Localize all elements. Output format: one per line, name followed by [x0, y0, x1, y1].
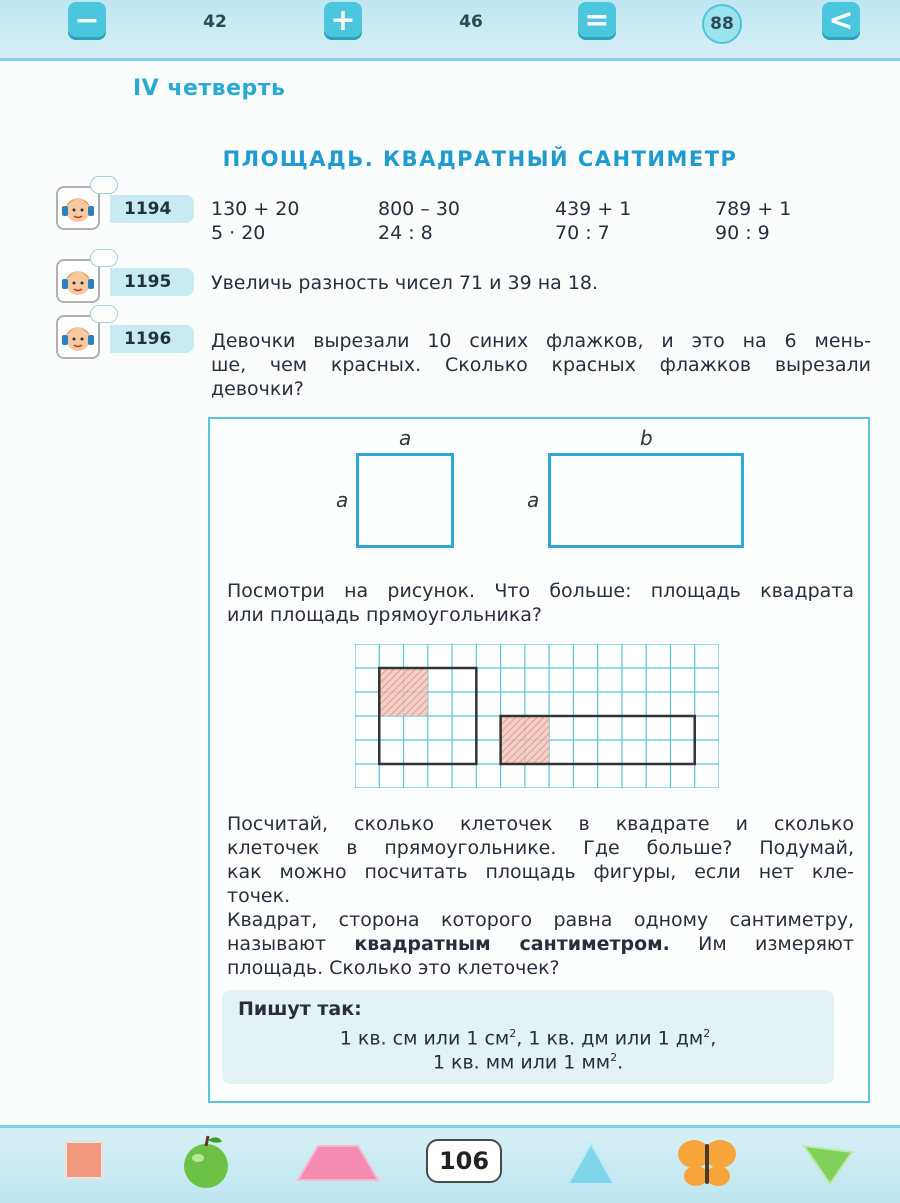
notation-line-2 — [222, 1046, 834, 1074]
notation-part: . — [617, 1051, 624, 1074]
number-badge-46: 46 — [442, 2, 500, 42]
thought-cloud-icon — [90, 305, 118, 323]
notation-title: Пишут так: — [238, 998, 362, 1020]
green-triangle-icon — [800, 1142, 856, 1186]
definition-line — [227, 932, 854, 956]
rectangle-side-label-top: b — [640, 426, 653, 450]
superscript: 2 — [509, 1027, 517, 1040]
notation-part: 1 кв. мм или 1 мм — [432, 1051, 611, 1074]
expression: 70 : 7 — [555, 222, 610, 244]
expression: 789 + 1 — [715, 198, 792, 220]
topic-title: ПЛОЩАДЬ. КВАДРАТНЫЙ САНТИМЕТР — [222, 147, 738, 171]
explanation-line: точек. — [227, 885, 291, 907]
definition-prefix: называют — [227, 933, 355, 955]
notation-part: 1 кв. см или 1 см — [339, 1027, 510, 1050]
expression: 24 : 8 — [378, 222, 433, 244]
superscript: 2 — [703, 1027, 711, 1040]
exercise-number-1195: 1195 — [110, 268, 194, 296]
apple-icon — [178, 1132, 234, 1192]
question-line: Посмотри на рисунок. Что больше: площадь квадрата — [227, 580, 854, 602]
question-line: или площадь прямоугольника? — [227, 604, 543, 626]
less-than-sign-icon: < — [822, 2, 860, 40]
page-number: 106 — [426, 1139, 502, 1183]
expression: 439 + 1 — [555, 198, 632, 220]
exercise-number-1194: 1194 — [110, 195, 194, 223]
explanation-line: Квадрат, сторона которого равна одному сантиметру, — [227, 909, 854, 931]
exercise-number-1196: 1196 — [110, 325, 194, 353]
expression: 800 – 30 — [378, 198, 461, 220]
exercise-text-line: Девочки вырезали 10 синих флажков, и это на 6 мень- — [211, 330, 871, 352]
notation-part: , — [710, 1027, 717, 1050]
rectangle-figure — [548, 453, 744, 548]
explanation-line: как можно посчитать площадь фигуры, если нет кле- — [227, 861, 854, 883]
rectangle-side-label-left: a — [527, 488, 540, 512]
explanation-line: площадь. Сколько это клеточек? — [227, 957, 560, 979]
explanation-line: клеточек в прямоугольнике. Где больше? Подумай, — [227, 837, 854, 859]
number-badge-42: 42 — [186, 2, 244, 42]
exercise-text-line: ше, чем красных. Сколько красных флажков вырезали — [211, 354, 871, 376]
thought-cloud-icon — [90, 176, 118, 194]
quarter-heading: IV четверть — [133, 76, 286, 101]
term-square-centimeter: квадратным сантиметром. — [354, 933, 670, 955]
square-figure — [356, 453, 454, 548]
explanation-line: Посчитай, сколько клеточек в квадрате и сколько — [227, 813, 854, 835]
expression: 5 · 20 — [211, 222, 266, 244]
grid-figure — [355, 644, 719, 788]
superscript: 2 — [610, 1051, 618, 1064]
thought-cloud-icon — [90, 249, 118, 267]
plus-sign-icon: + — [324, 2, 362, 40]
shaded-unit-square — [501, 716, 550, 764]
shaded-unit-square — [379, 668, 428, 716]
expression: 90 : 9 — [715, 222, 770, 244]
equals-sign-icon: = — [578, 2, 616, 40]
square-side-label-left: a — [336, 488, 349, 512]
minus-sign-icon: − — [68, 2, 106, 40]
butterfly-icon — [676, 1136, 738, 1190]
notation-part: , 1 кв. дм или 1 дм — [516, 1027, 704, 1050]
exercise-text: Увеличь разность чисел 71 и 39 на 18. — [211, 272, 599, 294]
triangle-shape-icon — [566, 1142, 616, 1186]
expression: 130 + 20 — [211, 198, 300, 220]
trapezoid-shape-icon — [296, 1144, 380, 1182]
square-side-label-top: a — [399, 426, 412, 450]
square-shape-icon — [64, 1140, 104, 1180]
number-badge-88: 88 — [702, 4, 742, 44]
exercise-text-line: девочки? — [211, 378, 304, 400]
top-decorative-band — [0, 0, 900, 61]
definition-suffix: Им измеряют — [669, 933, 854, 955]
